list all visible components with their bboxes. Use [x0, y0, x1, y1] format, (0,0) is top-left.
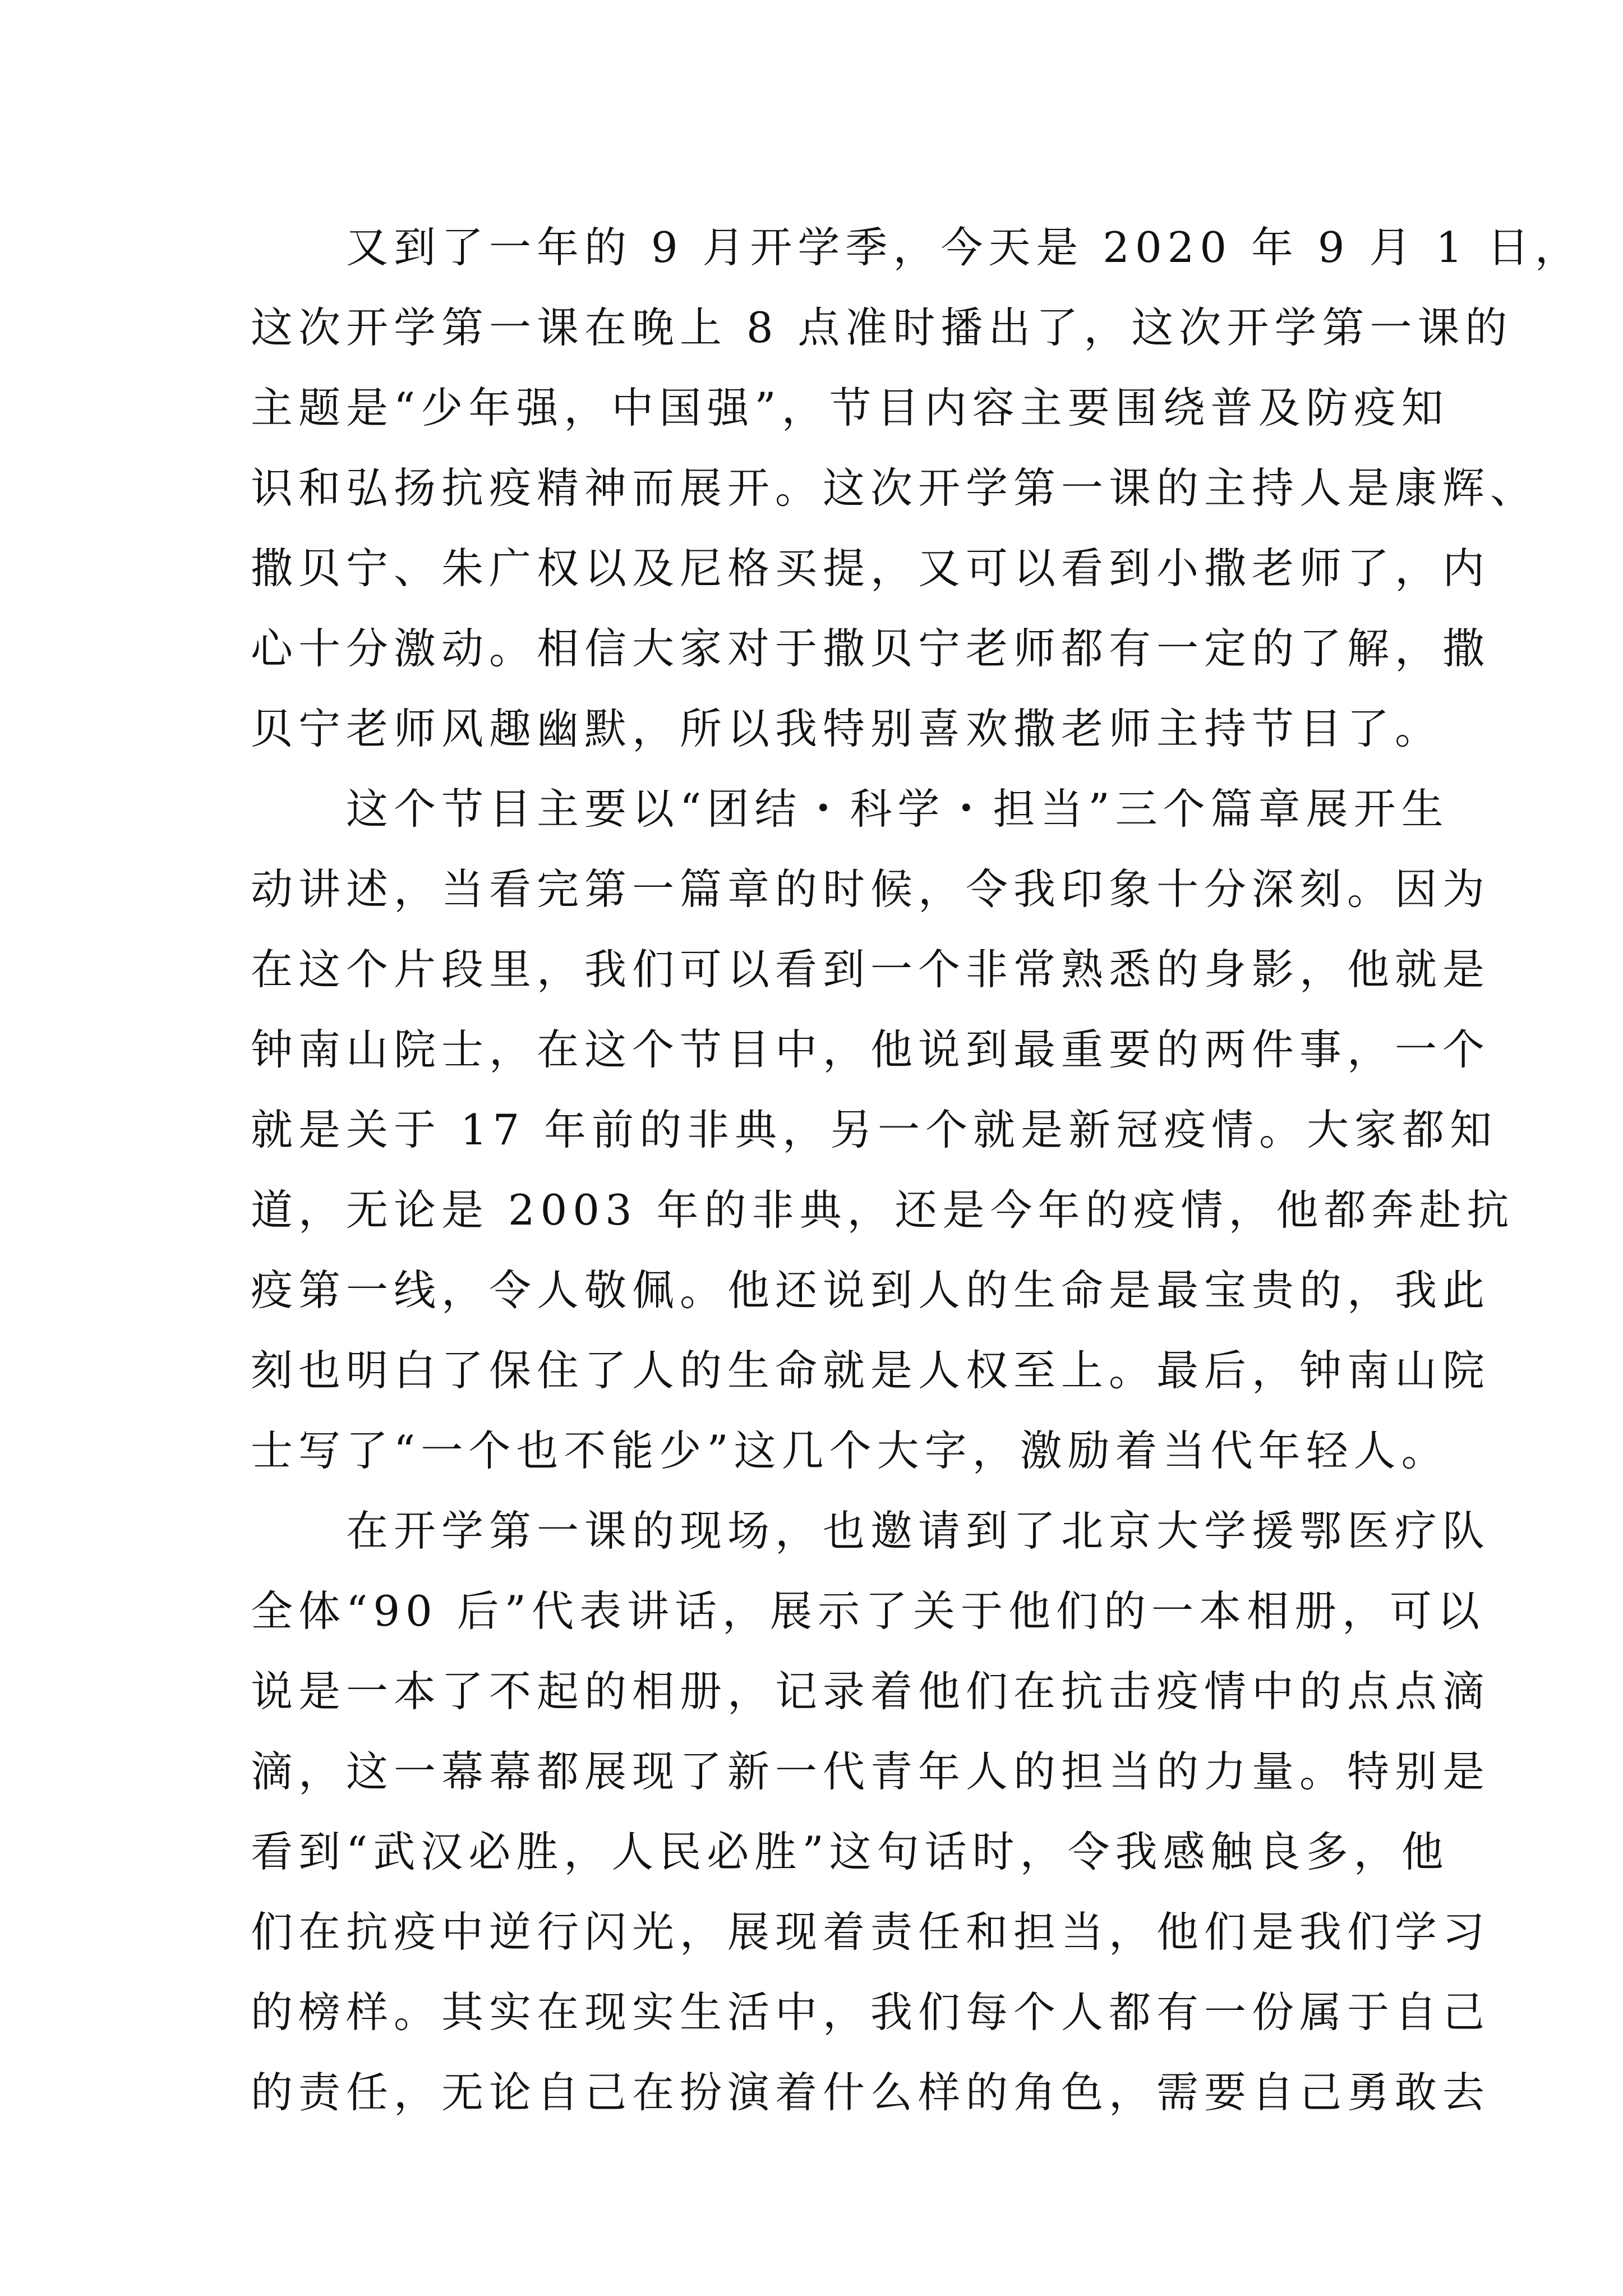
text-line: 在这个片段里，我们可以看到一个非常熟悉的身影，他就是 — [251, 945, 1491, 994]
text-line: 士写了“一个也不能少”这几个大字，激励着当代年轻人。 — [251, 1426, 1449, 1475]
text-line: 刻也明白了保住了人的生命就是人权至上。最后，钟南山院 — [251, 1346, 1491, 1395]
text-line: 就是关于 17 年前的非典，另一个就是新冠疫情。大家都知 — [251, 1105, 1498, 1154]
text-line: 心十分激动。相信大家对于撒贝宁老师都有一定的了解，撒 — [251, 624, 1491, 673]
text-line: 疫第一线，令人敬佩。他还说到人的生命是最宝贵的，我此 — [251, 1266, 1491, 1315]
text-line: 的责任，无论自己在扮演着什么样的角色，需要自己勇敢去 — [251, 2068, 1491, 2117]
text-line: 滴，这一幕幕都展现了新一代青年人的担当的力量。特别是 — [251, 1747, 1491, 1796]
text-line: 动讲述，当看完第一篇章的时候，令我印象十分深刻。因为 — [251, 864, 1491, 914]
text-line: 主题是“少年强，中国强”，节目内容主要围绕普及防疫知 — [251, 383, 1449, 432]
paragraph — [251, 769, 1515, 1491]
text-line: 这次开学第一课在晚上 8 点准时播出了，这次开学第一课的 — [251, 303, 1513, 352]
text-line: 全体“90 后”代表讲话，展示了关于他们的一本相册，可以 — [251, 1586, 1485, 1636]
text-line: 这个节目主要以“团结・科学・担当”三个篇章展开生 — [251, 784, 1449, 834]
text-line: 说是一本了不起的相册，记录着他们在抗击疫情中的点点滴 — [251, 1667, 1491, 1716]
text-line: 贝宁老师风趣幽默，所以我特别喜欢撒老师主持节目了。 — [251, 704, 1443, 753]
text-line: 钟南山院士，在这个节目中，他说到最重要的两件事，一个 — [251, 1025, 1491, 1074]
text-line: 识和弘扬抗疫精神而展开。这次开学第一课的主持人是康辉、 — [251, 463, 1538, 513]
document-body — [251, 208, 1583, 2133]
text-line: 的榜样。其实在现实生活中，我们每个人都有一份属于自己 — [251, 1987, 1491, 2037]
text-line: 们在抗疫中逆行闪光，展现着责任和担当，他们是我们学习 — [251, 1907, 1491, 1957]
text-line: 看到“武汉必胜，人民必胜”这句话时，令我感触良多，他 — [251, 1827, 1449, 1876]
text-line: 道，无论是 2003 年的非典，还是今年的疫情，他都奔赴抗 — [251, 1185, 1515, 1235]
paragraph — [251, 1491, 1491, 2133]
text-line: 又到了一年的 9 月开学季，今天是 2020 年 9 月 1 日， — [251, 223, 1583, 272]
text-line: 撒贝宁、朱广权以及尼格买提，又可以看到小撒老师了，内 — [251, 544, 1491, 593]
paragraph — [251, 208, 1583, 769]
text-line: 在开学第一课的现场，也邀请到了北京大学援鄂医疗队 — [251, 1506, 1491, 1556]
